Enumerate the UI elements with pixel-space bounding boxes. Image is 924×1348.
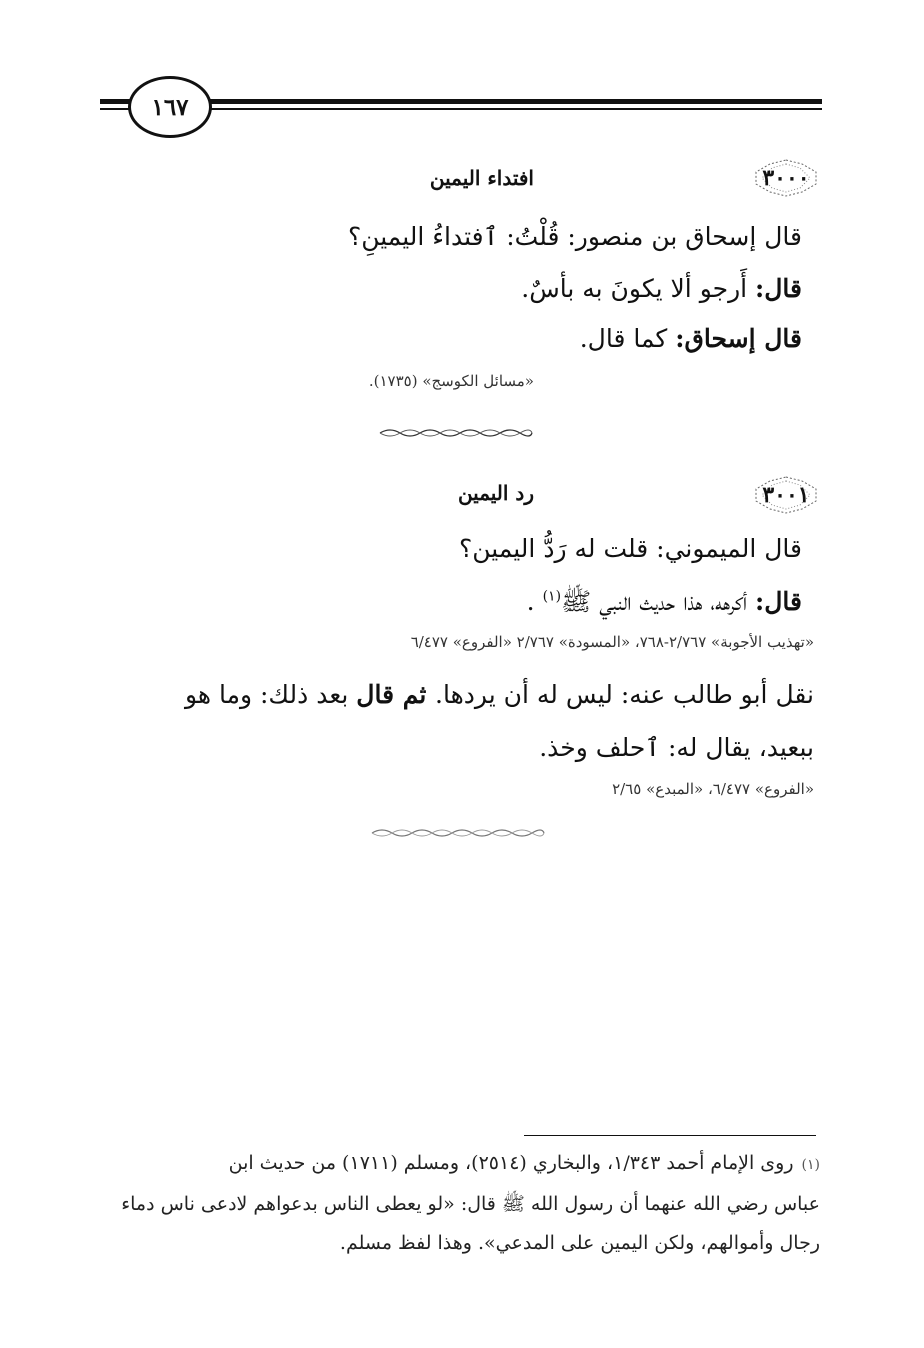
text-line: ببعيد، يقال له: ٱحلف وخذ. [539,733,814,762]
speaker-label: قال: [755,274,802,303]
source-reference: «الفروع» ٦/٤٧٧، «المبدع» ٢/٦٥ [612,780,814,798]
text-line: قال الميموني: قلت له رَدُّ اليمين؟ [458,534,802,563]
footnote-marker: (١) [801,1157,820,1173]
speaker-label: قال إسحاق: [675,324,802,353]
footnote-line: رجال وأموالهم، ولكن اليمين على المدعي». وهذا لفظ مسلم. [339,1232,820,1254]
footnote-rule [524,1135,816,1136]
entry-number-text: ٣٠٠٠ [762,165,810,191]
emphasis: ثم قال [356,680,436,709]
line-end: . [526,587,543,616]
line-text: أكرهه، هذا حديث النبي ﷺ [561,587,756,616]
source-reference: «مسائل الكوسج» (١٧٣٥). [368,372,534,390]
entry-number-badge [752,158,820,198]
line-text: نقل أبو طالب عنه: ليس له أن يردها. [435,680,814,709]
entry-title: افتداء اليمين [429,166,534,190]
footnote-line [229,1152,820,1174]
line-text: كما قال. [579,324,676,353]
entry-title: رد اليمين [457,481,534,505]
source-reference: «تهذيب الأجوبة» ٢/٧٦٧-٧٦٨، «المسودة» ٢/٧٦٧ «الفروع» ٦/٤٧٧ [410,633,814,651]
page-number [128,76,212,138]
text-line [580,324,802,353]
line-text: أَرجو ألا يكونَ به بأسٌ. [521,274,756,303]
footnote-line: عباس رضي الله عنهما أن رسول الله ﷺ قال: «لو يعطى الناس بدعواهم لادعى ناس دماء [121,1193,820,1215]
speaker-label: قال: [755,587,802,616]
text-line [527,586,802,623]
divider-ornament-icon [378,426,534,440]
footnote-ref: (١) [542,588,562,605]
entry-number-text: ٣٠٠١ [762,482,810,508]
entry-number-badge [752,475,820,515]
text-line [185,680,814,709]
page-number-text: ١٦٧ [151,93,189,121]
line-text: بعد ذلك: وما هو [184,680,357,709]
text-line [521,274,802,303]
footnote-text: روى الإمام أحمد ١/٣٤٣، والبخاري (٢٥١٤)، ومسلم (١٧١١) من حديث ابن [228,1152,794,1174]
text-line: قال إسحاق بن منصور: قُلْتُ: ٱفتداءُ اليمينِ؟ [347,222,802,251]
divider-ornament-icon [370,826,546,840]
